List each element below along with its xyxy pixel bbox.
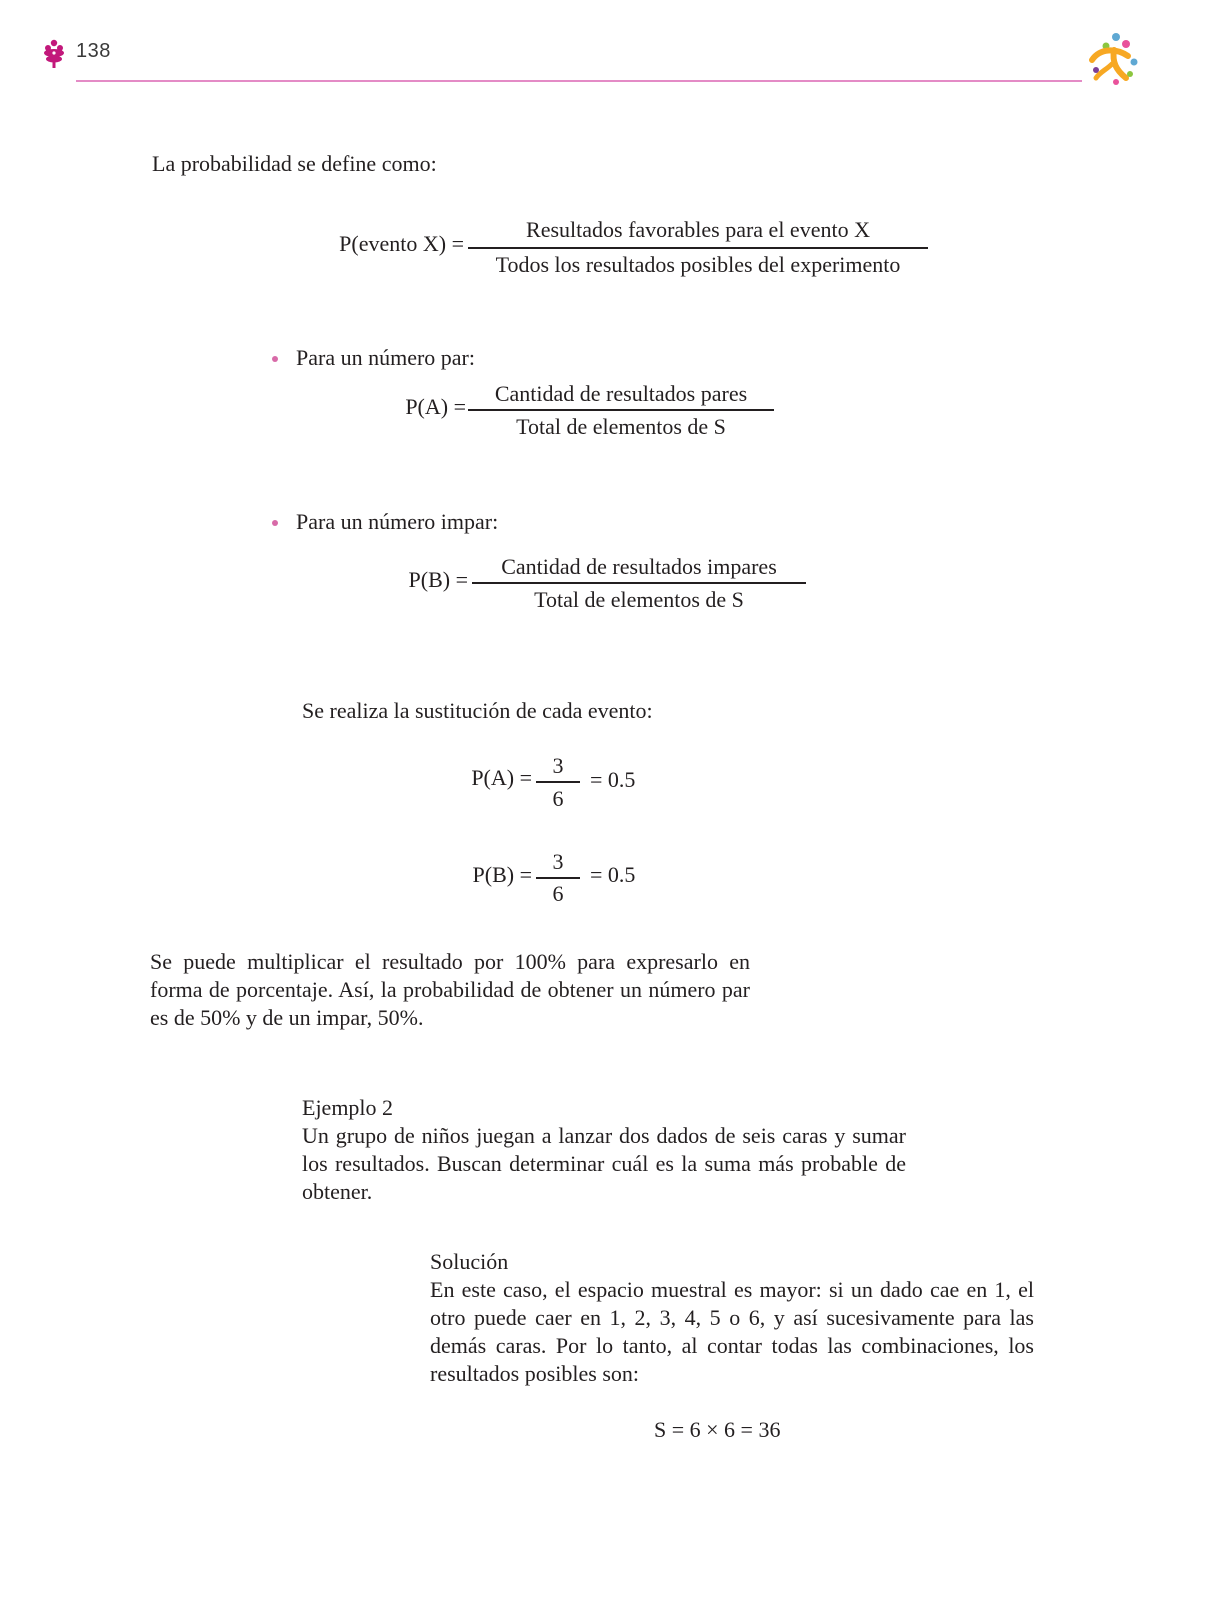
substitution-text: Se realiza la sustitución de cada evento: bbox=[302, 698, 653, 723]
intro-text: La probabilidad se define como: bbox=[152, 151, 437, 176]
sub-pb-label: P(B) = bbox=[472, 862, 532, 887]
bullet-odd-text: Para un número impar: bbox=[296, 509, 499, 534]
percentage-paragraph: Se puede multiplicar el resultado por 100% para expresarlo en forma de porcentaje. Así, la probabilidad de obtener un número par es de 50% y de un impar, 50%. bbox=[150, 949, 750, 1030]
bullet-dot bbox=[272, 520, 278, 526]
example-title: Ejemplo 2 bbox=[302, 1095, 394, 1120]
sub-pb-result: = 0.5 bbox=[590, 862, 636, 887]
sub-pb-fraction-bar bbox=[536, 877, 580, 879]
pa-denominator: Total de elementos de S bbox=[516, 414, 726, 439]
sub-pa-denominator: 6 bbox=[552, 786, 564, 811]
definition-numerator: Resultados favorables para el evento X bbox=[526, 217, 870, 242]
flower-icon bbox=[40, 38, 68, 70]
pb-numerator: Cantidad de resultados impares bbox=[501, 554, 777, 579]
sub-pa-label: P(A) = bbox=[471, 765, 532, 790]
definition-label: P(evento X) = bbox=[339, 231, 464, 256]
pb-fraction-bar bbox=[472, 582, 806, 584]
header-rule bbox=[76, 80, 1082, 82]
definition-fraction-bar bbox=[468, 247, 928, 249]
pb-denominator: Total de elementos de S bbox=[534, 587, 744, 612]
sub-pa-fraction-bar bbox=[536, 781, 580, 783]
pa-fraction-bar bbox=[468, 409, 774, 411]
definition-denominator: Todos los resultados posibles del experimento bbox=[495, 252, 901, 277]
sub-pb-numerator: 3 bbox=[552, 849, 564, 874]
solution-title: Solución bbox=[430, 1249, 509, 1274]
solution-text: En este caso, el espacio muestral es mayor: si un dado cae en 1, el otro puede caer en 1, 2, 3, 4, 5 o 6, y así sucesivamente para las demás caras. Por lo tanto, al contar todas las combinaciones, los resultados posibles son: bbox=[430, 1277, 1034, 1386]
sub-pa-result: = 0.5 bbox=[590, 767, 636, 792]
pb-label: P(B) = bbox=[408, 567, 468, 592]
sub-pb-denominator: 6 bbox=[552, 881, 564, 906]
sub-pa-numerator: 3 bbox=[552, 753, 564, 778]
solution-formula: S = 6 × 6 = 36 bbox=[654, 1417, 781, 1442]
example-text: Un grupo de niños juegan a lanzar dos dados de seis caras y sumar los resultados. Buscan determinar cuál es la suma más probable de obtener. bbox=[302, 1123, 906, 1204]
page-number: 138 bbox=[76, 40, 111, 62]
bullet-dot bbox=[272, 356, 278, 362]
pa-numerator: Cantidad de resultados pares bbox=[494, 381, 748, 406]
bullet-even-text: Para un número par: bbox=[296, 345, 475, 370]
dancing-figure-logo-icon bbox=[1086, 30, 1142, 86]
pa-label: P(A) = bbox=[405, 394, 466, 419]
